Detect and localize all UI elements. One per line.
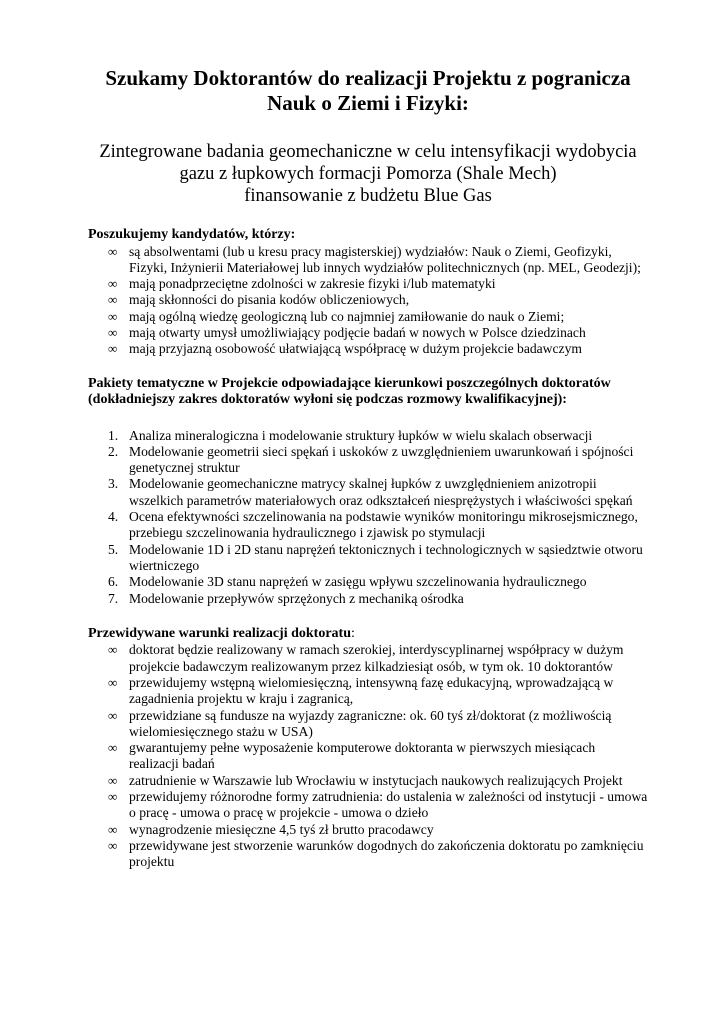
infinity-bullet-icon: ∞ (108, 308, 118, 324)
list-item: ∞ przewidujemy różnorodne formy zatrudnienia: do ustalenia w zależności od instytucji - umowa o pracę - umowa o pracę w projekcie - umowa o dzieło (108, 789, 648, 821)
list-item: ∞ są absolwentami (lub u kresu pracy magisterskiej) wydziałów: Nauk o Ziemi, Geofizyki, Fizyki, Inżynierii Materiałowej lub innych wydziałów politechnicznych (np. MEL, Geodezji); (108, 243, 641, 275)
list-item: ∞ gwarantujemy pełne wyposażenie komputerowe doktoranta w pierwszych miesiącach realizacji badań (108, 740, 596, 772)
infinity-bullet-icon: ∞ (108, 341, 118, 357)
infinity-bullet-icon: ∞ (108, 837, 118, 853)
infinity-bullet-icon: ∞ (108, 772, 118, 788)
list-item: ∞ zatrudnienie w Warszawie lub Wrocławiu w instytucjach naukowych realizujących Projekt (108, 772, 623, 788)
conditions-heading: Przewidywane warunki realizacji doktoratu: (88, 625, 355, 641)
list-item: 5. Modelowanie 1D i 2D stanu naprężeń tektonicznych i technologicznych w sąsiedztwie otworu wiertniczego (108, 541, 643, 573)
list-item: 3. Modelowanie geomechaniczne matrycy skalnej łupków z uwzględnieniem anizotropii wszelkich parametrów materiałowych oraz odkształceń niesprężystych i właściwości spękań (108, 476, 633, 508)
infinity-bullet-icon: ∞ (108, 789, 118, 805)
candidates-heading: Poszukujemy kandydatów, którzy: (88, 227, 296, 242)
list-item: 7. Modelowanie przepływów sprzężonych z mechaniką ośrodka (108, 590, 464, 606)
page-title (88, 66, 648, 116)
subtitle-line-2: gazu z łupkowych formacji Pomorza (Shale Mech) (179, 164, 557, 184)
document-page (88, 66, 648, 871)
packages-list (88, 428, 648, 607)
item-number: 7. (108, 590, 119, 606)
list-item: ∞ przewidziane są fundusze na wyjazdy zagraniczne: ok. 60 tyś zł/doktorat (z możliwością wielomiesięcznego stażu w USA) (108, 707, 612, 739)
item-number: 4. (108, 509, 119, 525)
packages-heading-line-2: (dokładniejszy zakres doktoratów wyłoni się podczas rozmowy kwalifikacyjnej): (88, 392, 567, 408)
subtitle-line-1: Zintegrowane badania geomechaniczne w celu intensyfikacji wydobycia (99, 142, 637, 162)
infinity-bullet-icon: ∞ (108, 821, 118, 837)
list-item: 4. Ocena efektywności szczelinowania na podstawie wyników monitoringu mikrosejsmicznego, przebiegu szczelinowania hydraulicznego i zjawisk po stymulacji (108, 509, 638, 541)
list-item: ∞ mają ogólną wiedzę geologiczną lub co najmniej zamiłowanie do nauk o Ziemi; (108, 308, 565, 324)
infinity-bullet-icon: ∞ (108, 324, 118, 340)
infinity-bullet-icon: ∞ (108, 740, 118, 756)
item-number: 5. (108, 541, 119, 557)
list-item: ∞ mają skłonności do pisania kodów obliczeniowych, (108, 292, 410, 308)
infinity-bullet-icon: ∞ (108, 292, 118, 308)
list-item: 1. Analiza mineralogiczna i modelowanie struktury łupków w wielu skalach obserwacji (108, 427, 593, 443)
list-item: 6. Modelowanie 3D stanu naprężeń w zasięgu wpływu szczelinowania hydraulicznego (108, 574, 587, 590)
infinity-bullet-icon: ∞ (108, 243, 118, 259)
packages-heading-line-1: Pakiety tematyczne w Projekcie odpowiadające kierunkowi poszczególnych doktoratów (88, 375, 611, 391)
project-subtitle (88, 141, 648, 207)
list-item: 2. Modelowanie geometrii sieci spękań i uskoków z uwzględnieniem uwarunkowań i spójności genetycznej struktur (108, 443, 634, 476)
item-number: 1. (108, 427, 119, 443)
infinity-bullet-icon: ∞ (108, 642, 118, 658)
list-item: ∞ przewidujemy wstępną wielomiesięczną, intensywną fazę edukacyjną, wprowadzającą w zagadnienia projektu w kraju i zagranicą, (108, 674, 614, 707)
list-item: ∞ mają przyjazną osobowość ułatwiającą współpracę w dużym projekcie badawczym (108, 341, 582, 357)
infinity-bullet-icon: ∞ (108, 276, 118, 292)
subtitle-line-3: finansowanie z budżetu Blue Gas (244, 186, 492, 206)
list-item: ∞ mają ponadprzeciętne zdolności w zakresie fizyki i/lub matematyki (108, 276, 496, 292)
packages-heading (88, 376, 648, 409)
infinity-bullet-icon: ∞ (108, 674, 118, 690)
item-number: 2. (108, 443, 119, 459)
list-item: ∞ mają otwarty umysł umożliwiający podjęcie badań w nowych w Polsce dziedzinach (108, 324, 586, 340)
conditions-list (88, 642, 648, 870)
item-number: 6. (108, 574, 119, 590)
infinity-bullet-icon: ∞ (108, 707, 118, 723)
title-line-2: Nauk o Ziemi i Fizyki: (267, 91, 469, 115)
list-item: ∞ doktorat będzie realizowany w ramach szerokiej, interdyscyplinarnej współpracy w dużym projekcie badawczym realizowanym przez kilkadziesiąt osób, w tym ok. 10 doktorantów (108, 642, 624, 674)
candidates-list (88, 244, 648, 358)
title-line-1: Szukamy Doktorantów do realizacji Projektu z pogranicza (105, 66, 631, 90)
list-item: ∞ wynagrodzenie miesięczne 4,5 tyś zł brutto pracodawcy (108, 821, 434, 837)
item-number: 3. (108, 476, 119, 492)
list-item: ∞ przewidywane jest stworzenie warunków dogodnych do zakończenia doktoratu po zamknięciu projektu (108, 837, 644, 870)
